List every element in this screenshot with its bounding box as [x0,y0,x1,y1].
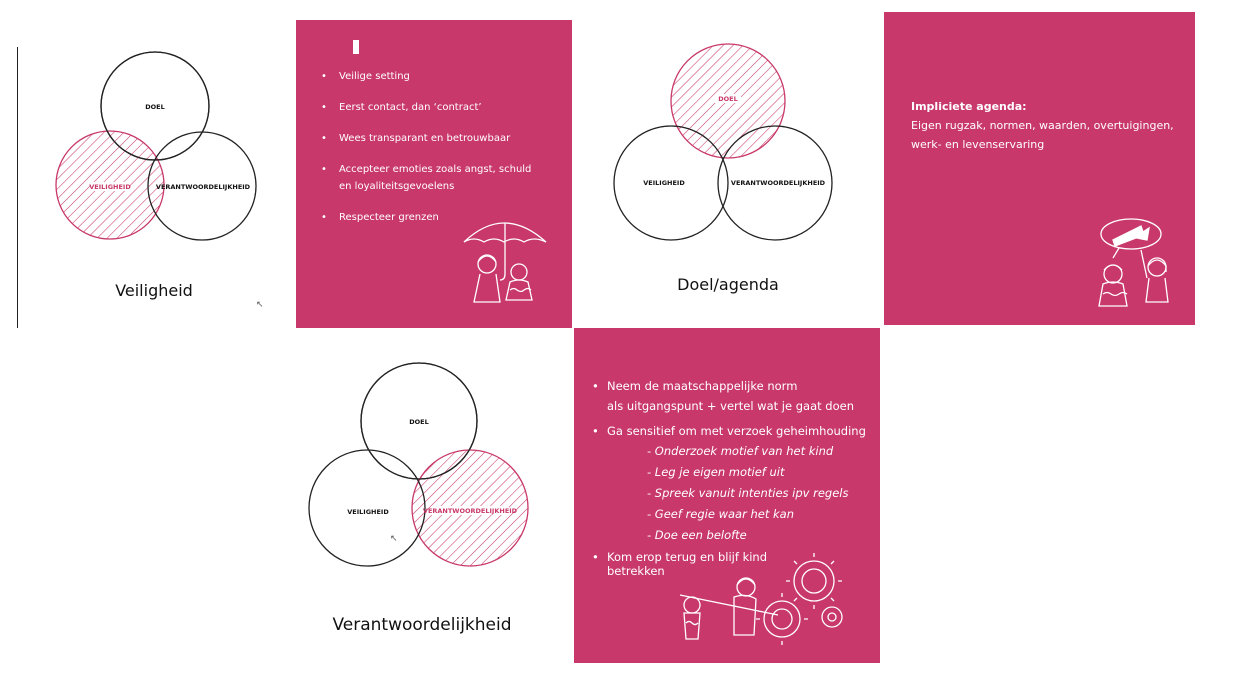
label-veiligheid: VEILIGHEID [347,508,389,516]
slide-veilige-setting[interactable] [296,20,572,328]
umbrella-children-icon [460,212,550,312]
slide-title: Veiligheid [115,281,193,300]
bullet-list [321,68,546,226]
agenda-body-line: werk- en levenservaring [911,138,1045,151]
bullet-item: • Respecteer grenzen [321,209,546,226]
bullet-line: Kom erop terug en blijf kind [607,550,768,564]
slide-maatschappelijke-norm[interactable] [574,328,880,663]
mouse-cursor-icon: ↖ [390,533,398,543]
venn-diagram [272,328,572,661]
sub-item: - Geef regie waar het kan [647,507,795,521]
sub-item: - Spreek vanuit intenties ipv regels [647,486,849,500]
label-veiligheid: VEILIGHEID [89,183,131,191]
bullet-item: • Veilige setting [321,68,546,85]
sub-item: - Doe een belofte [647,528,747,542]
bullet-item: • Neem de maatschappelijke norm als uitgangspunt + vertel wat je gaat doen [607,376,854,416]
label-doel: DOEL [145,103,165,111]
children-gears-icon [674,553,854,663]
sub-item: - Onderzoek motief van het kind [647,444,834,458]
bullet-item: • Accepteer emoties zoals angst, schuld en loyaliteitsgevoelens [321,161,539,195]
bullet-line: Ga sensitief om met verzoek geheimhouding [607,424,866,438]
bullet-line: Neem de maatschappelijke norm [607,379,798,393]
mouse-cursor-icon: ↖ [256,299,264,309]
bullet-item: • Wees transparant en betrouwbaar [321,130,546,147]
label-verantwoordelijkheid: VERANTWOORDELIJKHEID [730,179,826,187]
agenda-heading: Impliciete agenda: [911,100,1027,113]
slide-verantwoordelijkheid[interactable] [272,328,572,661]
slide-tab-marker [353,40,359,54]
slide-title: Doel/agenda [677,275,779,294]
label-verantwoordelijkheid: VERANTWOORDELIJKHEID [422,507,518,515]
bullet-item: • Eerst contact, dan ‘contract’ [321,99,546,116]
bullet-line: als uitgangspunt + vertel wat je gaat doen [607,399,854,413]
venn-diagram [578,12,878,302]
slide-doel-agenda[interactable] [578,12,878,302]
slide-impliciete-agenda[interactable] [884,12,1195,325]
agenda-body-line: Eigen rugzak, normen, waarden, overtuigingen, [911,119,1174,132]
slide-title: Verantwoordelijkheid [332,615,512,635]
sub-item: - Leg je eigen motief uit [647,465,785,479]
bullet-line: betrekken [607,564,665,578]
slide-veiligheid[interactable] [18,20,290,328]
children-arrow-sign-icon [1089,212,1179,312]
bullet-item: • Kom erop terug en blijf kind betrekken [592,550,768,578]
label-doel: DOEL [409,418,429,426]
label-doel: DOEL [718,95,738,103]
bullet-item: • Ga sensitief om met verzoek geheimhouding [607,421,866,441]
label-veiligheid: VEILIGHEID [643,179,685,187]
label-verantwoordelijkheid: VERANTWOORDELIJKHEID [155,183,251,191]
